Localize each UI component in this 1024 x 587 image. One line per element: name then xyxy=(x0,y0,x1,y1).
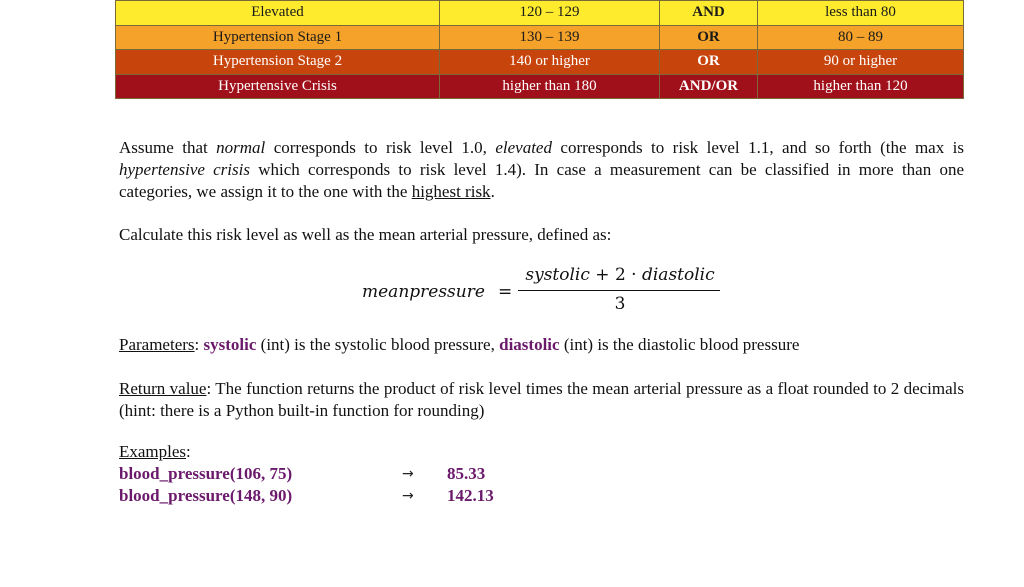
category-cell: Hypertensive Crisis xyxy=(116,74,440,99)
operator-cell: OR xyxy=(660,50,758,75)
example-result: 142.13 xyxy=(447,486,494,505)
systolic-cell: higher than 180 xyxy=(440,74,660,99)
term-normal: normal xyxy=(216,138,266,157)
example-row xyxy=(119,463,486,485)
return-value-label: Return value xyxy=(119,379,207,398)
example-result: 85.33 xyxy=(447,464,486,483)
category-cell: Elevated xyxy=(116,1,440,26)
example-row xyxy=(119,485,494,507)
return-value-paragraph xyxy=(119,378,964,422)
examples-heading xyxy=(119,441,191,463)
example-call: blood_pressure(106, 75) xyxy=(119,464,293,483)
right-arrow-icon: → xyxy=(402,466,414,482)
term-hypertensive-crisis: hypertensive crisis xyxy=(119,160,250,179)
text-run: corresponds to risk level 1.1, and so forth (the max is xyxy=(551,138,964,157)
text-run: (int) is the systolic blood pressure, xyxy=(256,335,500,354)
category-cell: Hypertension Stage 2 xyxy=(116,50,440,75)
table-row xyxy=(116,74,964,99)
table-row xyxy=(116,25,964,50)
diastolic-cell: higher than 120 xyxy=(758,74,964,99)
table-row xyxy=(116,50,964,75)
formula-equals: = xyxy=(498,282,513,302)
systolic-cell: 130 – 139 xyxy=(440,25,660,50)
text-run: corresponds to risk level 1.0, xyxy=(265,138,496,157)
formula-plus-two: + 2 · xyxy=(589,265,642,285)
text-run: which corresponds to risk level 1.4). In case a measurement can be classified in more than one categories, we assign it to the one with the xyxy=(119,160,964,201)
table-row xyxy=(116,1,964,26)
text-run: : xyxy=(194,335,204,354)
calculate-sentence: Calculate this risk level as well as the mean arterial pressure, defined as: xyxy=(119,225,612,244)
formula-lhs: meanpressure xyxy=(362,282,485,302)
term-elevated: elevated xyxy=(495,138,552,157)
diastolic-cell: 90 or higher xyxy=(758,50,964,75)
example-call: blood_pressure(148, 90) xyxy=(119,486,293,505)
param-diastolic: diastolic xyxy=(499,335,560,354)
term-highest-risk: highest risk xyxy=(411,182,491,201)
text-run: . xyxy=(490,182,495,201)
risk-level-paragraph xyxy=(119,137,964,203)
diastolic-cell: 80 – 89 xyxy=(758,25,964,50)
operator-cell: OR xyxy=(660,25,758,50)
formula-denominator: 3 xyxy=(614,294,626,314)
parameters-paragraph xyxy=(119,334,964,356)
operator-cell: AND xyxy=(660,1,758,26)
systolic-cell: 120 – 129 xyxy=(440,1,660,26)
category-cell: Hypertension Stage 1 xyxy=(116,25,440,50)
fraction-bar xyxy=(518,290,720,291)
formula-diastolic: diastolic xyxy=(641,265,715,285)
text-run: Assume that xyxy=(119,138,217,157)
text-run: : The function returns the product of risk level times the mean arterial pressure as a float rounded to 2 decimals (hint: there is a Python built-in function for rounding) xyxy=(119,379,964,420)
diastolic-cell: less than 80 xyxy=(758,1,964,26)
systolic-cell: 140 or higher xyxy=(440,50,660,75)
formula-numerator xyxy=(518,265,722,285)
parameters-label: Parameters xyxy=(119,335,195,354)
bp-category-table xyxy=(115,0,964,99)
examples-label: Examples xyxy=(119,442,187,461)
text-run: : xyxy=(186,442,191,461)
param-systolic: systolic xyxy=(203,335,257,354)
formula-systolic: systolic xyxy=(525,265,590,285)
right-arrow-icon: → xyxy=(402,488,414,504)
operator-cell: AND/OR xyxy=(660,74,758,99)
text-run: (int) is the diastolic blood pressure xyxy=(559,335,800,354)
examples-section xyxy=(119,441,494,507)
